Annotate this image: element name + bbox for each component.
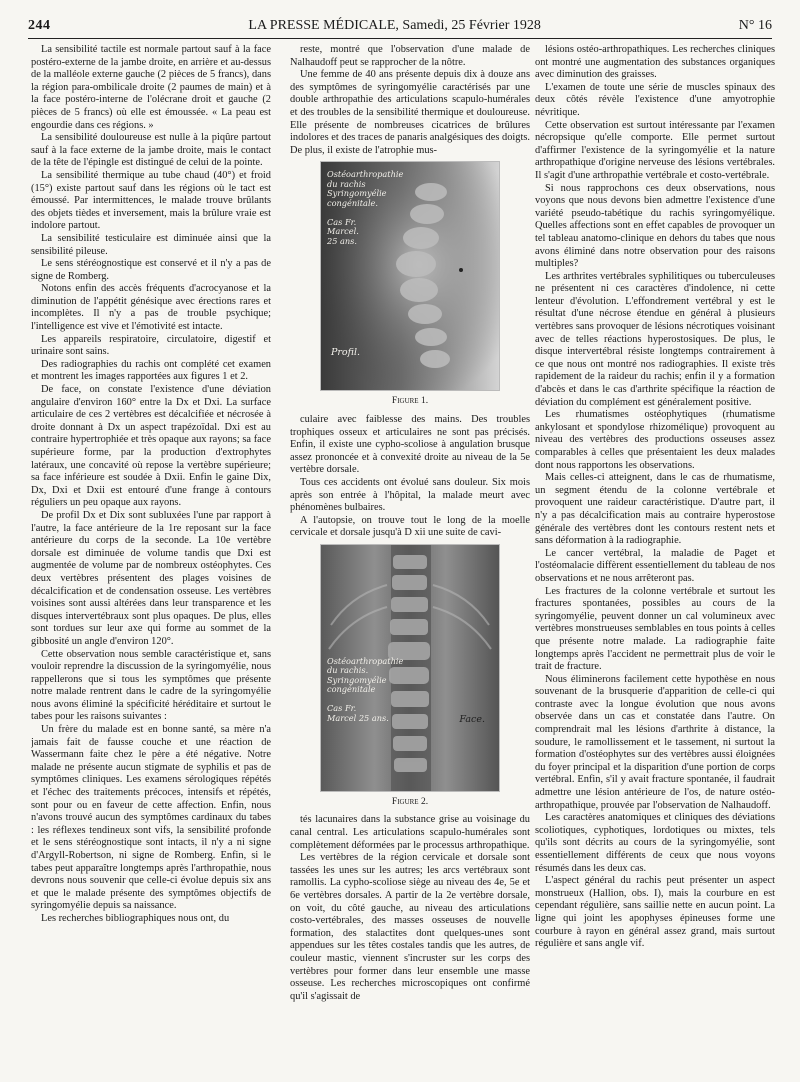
- paragraph: Les rhumatismes ostéophytiques (rhumatisme ankylosant et spondylose rhizomélique) provoquent au niveau des vertèbres des productions osseuses assez comparables à celles que présentaient les deux malades dont nous rapportons les observations.: [535, 409, 775, 471]
- paragraph: De face, on constate l'existence d'une déviation angulaire d'environ 160° entre la Dx et Dxi. La surface articulaire de ces 2 vertèbres est décalcifiée et nécrosée à droite donnant à Dx un aspect trapézoïdal. Dxi est au contraire hypertrophiée et très opaque aux rayons; sa face supérieure forme, par la production d'extrophytes latéraux, une concavité où repose la vertèbre supérieure; sa face inférieure est soudée à Dxii. Enfin le gaine Dix, Dx, Dxi et Dxii est entouré d'une frange à contours réguliers un peu opaque aux rayons.: [31, 384, 271, 509]
- paragraph: Le sens stéréognostique est conservé et il n'y a pas de signe de Romberg.: [31, 258, 271, 282]
- paragraph: La sensibilité testiculaire est diminuée ainsi que la sensibilité pileuse.: [31, 232, 271, 257]
- figure-2-annotation: Ostéoarthropathie du rachis. Syringomyélie congénitale Cas Fr. Marcel 25 ans.: [327, 655, 404, 723]
- paragraph: A l'autopsie, on trouve tout le long de la moelle cervicale et dorsale jusqu'à D xii une suite de cavi-: [290, 514, 530, 539]
- paragraph: Tous ces accidents ont évolué sans douleur. Six mois après son entrée à l'hôpital, la malade meurt avec phénomènes bulbaires.: [290, 476, 530, 514]
- paragraph: L'aspect général du rachis peut présenter un aspect monstrueux (Hallion, obs. I), mais la courbure en est cependant régulière, sans saillie nette en aucun point. La ligne qui joint les apophyses épineuses forme une courbure à rayon en général assez grand, mais surtout régulière et sans angle vif.: [535, 875, 775, 950]
- figure-1-annotation: Ostéoarthropathie du rachis Syringomyélie congénitale. Cas Fr. Marcel. 25 ans.: [327, 169, 404, 246]
- figure-2-view-label: Face.: [459, 713, 485, 725]
- figure-2-caption: Figure 2.: [391, 796, 429, 807]
- paragraph: Si nous rapprochons ces deux observations, nous voyons que nous devons bien admettre l'existence d'une variété pseudo-tabétique du rachis syringomyélique. Quelles affections sont en effet capables de provoquer un tel tableau anatomo-clinique en dehors du tabes que nous avons éliminé dans notre observation pour des raisons multiples?: [535, 182, 775, 270]
- paragraph: De profil Dx et Dix sont subluxées l'une par rapport à l'autre, la face antérieure de la 1re reposant sur la face antérieure du corps de la seconde. La 10e vertèbre dorsale est diminuée de volume tandis que Dxi est augmentée de volume par de nombreux ostéophytes. Ces deux vertèbres présentent des plages voisines de décalcification et de condensation osseuse. Les vertèbres voisines sont aussi altérées dans leur transparence et les disques intervertébraux sont plus opaques. De plus, elles sont tordues sur leur axe qui forme au sommet de la gibbosité un angle d'environ 120°.: [31, 509, 271, 647]
- paragraph: lésions ostéo-arthropathiques. Les recherches cliniques ont montré une augmentation des substances organiques avec diminution des graisses.: [535, 44, 775, 81]
- figure-1-view-label: Profil.: [331, 347, 361, 359]
- paragraph: Nous éliminerons facilement cette hypothèse en nous souvenant de la brusquerie d'apparition de celle-ci qui contraste avec la longue évolution que nous avons observée dans un cas et constatée dans l'autre. On comprendrait mal les lésions d'arthrite à distance, la soudure, le ramollissement et le tassement, ni surtout la formation d'ostéophytes sur des vertèbres aussi éloignées du foyer principal et la disparition d'une portion de corps vertébral. Enfin, s'il y avait fracture spontanée, il faudrait admettre une lésion antérieure de l'os, de nature ostéo-arthropathique, prouvée par l'observation de Nalhaudoff.: [535, 673, 775, 811]
- paragraph: La sensibilité tactile est normale partout sauf à la face postéro-externe de la jambe droite, en arrière et au-dessus de la malléole externe gauche (2 pièces de 5 francs), dans la région para-ombilicale droite (2 paumes de main) et à la face postéro-interne de l'olécrane droit et gauche (2 pièces de 5 francs) où elle est émoussée. « La peau est engourdie dans ces régions. »: [31, 44, 271, 131]
- page-header: [28, 14, 772, 39]
- figure-2-radiograph: [320, 544, 500, 792]
- journal-title: LA PRESSE MÉDICALE, Samedi, 25 Février 1928: [248, 18, 541, 33]
- paragraph: reste, montré que l'observation d'une malade de Nalhaudoff peut se rapprocher de la nôtre.: [290, 44, 530, 68]
- column-1: [31, 44, 271, 1074]
- issue-number: N° 16: [738, 18, 772, 33]
- paragraph: Notons enfin des accès fréquents d'acrocyanose et la diminution de l'appétit génésique avec érections rares et incomplètes. Il n'y a pas de trouble psychique; l'intelligence est vive et l'émotivité est intacte.: [31, 283, 271, 333]
- paragraph: Les recherches bibliographiques nous ont, du: [41, 912, 230, 924]
- paragraph: Une femme de 40 ans présente depuis dix à douze ans des symptômes de syringomyélie caractérisés par une double arthropathie des articulations scapulo-humérales et des troubles de la sensibilité thermique et douloureuse. Elle présente de nombreuses cicatrices de brûlures indolores et des traces de panaris analgésiques des doigts. De plus, il existe de l'atrophie mus-: [290, 69, 530, 156]
- paragraph: Un frère du malade est en bonne santé, sa mère n'a jamais fait de fausse couche et une réaction de Wassermann faite chez le père a été négative. Notre malade ne présente aucun stigmate de syphilis et pas de symptômes cliniques. Les examens sérologiques répétés et l'échec des traitements précoces, intensifs et répétés, sont pour ou en faveur de cette affection. Enfin, nous n'avons trouvé aucun des symptômes cardinaux du tabes : les réflexes tendineux sont vifs, la sensibilité profonde et le sens stéréognostique sont intacts, il n'y a ni signe d'Argyll-Robertson, ni signe de Romberg. Enfin, si le tabes peut apparaître longtemps après l'arthropathie, nous devrons nous souvenir que celle-ci évolue depuis six ans et que le malade présente des symptômes objectifs de syringomyélie depuis sa naissance.: [31, 724, 271, 912]
- paragraph: tés lacunaires dans la substance grise au voisinage du canal central. Les articulations scapulo-humérales sont complètement déformées par le processus arthropathique.: [290, 814, 530, 851]
- figure-1-radiograph: [320, 161, 500, 391]
- paragraph: Les arthrites vertébrales syphilitiques ou tuberculeuses ne présentent ni ces caractères d'indolence, ni cette lenteur d'évolution. L'effondrement vertébral y est le résultat d'une nécrose étendue en général à plusieurs vertèbres sans provoquer de lésions nécrotiques voisinant avec de telles réactions hyperostosiques. De plus, le disque intervertébral résiste longtemps contrairement à ce que nous ont montré nos radiographies. Il existe très rapidement de la raideur du rachis; enfin il y a formation d'abcès et dans le cas d'arthrite spécifique la réaction de déviation du complément est généralement positive.: [535, 270, 775, 408]
- paragraph: Des radiographies du rachis ont complété cet examen et montrent les images rapportées aux figures 1 et 2.: [31, 358, 271, 383]
- paragraph: L'examen de toute une série de muscles spinaux des deux côtés révèle l'existence d'une amyotrophie névritique.: [535, 81, 775, 118]
- paragraph: Les caractères anatomiques et cliniques des déviations scoliotiques, cyphotiques, lordotiques ou mixtes, tels qu'ils sont décrits au cours de la syringomyélie, sont essentiellement différents de ceux que nous voyons résumés dans les deux cas.: [535, 812, 775, 874]
- paragraph: Cette observation est surtout intéressante par l'examen nécropsique qu'elle comporte. Elle permet surtout d'affirmer l'existence de la syringomyélie et la nature arthropathique d'origine nerveuse des lésions vertébrales. Il s'agit d'une arthropathie vertébrale et costo-vertébrale.: [535, 119, 775, 181]
- column-2: [290, 44, 530, 1074]
- paragraph: Mais celles-ci atteignent, dans le cas de rhumatisme, un segment étendu de la colonne vertébrale et provoquent une raideur caractéristique. D'autre part, il n'y a pas décalcification mais au contraire hyperostose générale des vertèbres dont les contours restent nets et sans déformation à la radiographie.: [535, 472, 775, 547]
- paragraph: La sensibilité douloureuse est nulle à la piqûre partout sauf à la face externe de la jambe droite, mais le contact de la tête de l'épingle est distingué de celui de la pointe.: [31, 132, 271, 169]
- paragraph: Le cancer vertébral, la maladie de Paget et l'ostéomalacie diffèrent essentiellement du tableau de nos observations et ne nous arrêteront pas.: [535, 547, 775, 584]
- column-3: [535, 44, 775, 1074]
- paragraph: Les appareils respiratoire, circulatoire, digestif et urinaire sont sains.: [31, 333, 271, 358]
- paragraph: La sensibilité thermique au tube chaud (40°) et froid (15°) existe partout sauf dans les régions où le tact est émoussé. Par intermittences, le malade trouve brûlants des objets tièdes et inversement, mais la brûlure vraie est indolore partout.: [31, 169, 271, 232]
- paragraph: Cette observation nous semble caractéristique et, sans vouloir reprendre la discussion de la syringomyélie, nous rappellerons que si tous les symptômes que présente notre malade rentrent dans le cadre de la syringomyélie nous avons éliminé la spécificité héréditaire et surtout le tabes pour les raisons suivantes :: [31, 648, 271, 723]
- paragraph: culaire avec faiblesse des mains. Des troubles trophiques osseux et articulaires ne sont pas précisés. Enfin, il existe une cypho-scoliose à angulation brusque assez prononcée et à convexité droite au niveau de la 5e vertèbre dorsale.: [290, 413, 530, 476]
- paragraph: Les vertèbres de la région cervicale et dorsale sont tassées les unes sur les autres; les arcs vertébraux sont ramollis. La cypho-scoliose siège au niveau des 4e, 5e et 6e vertèbres dorsales. A partir de la 2e vertèbre dorsale, on voit, du côté gauche, au niveau des articulations costo-vertébrales, des masses osseuses de nouvelle formation, des stalactites dont quelques-unes sont appendues sur les têtes costales tandis que les autres, de couleur mastic, viennent s'incruster sur les corps des vertèbres pour former dans leur ensemble une masse osseuse. Les recherches microscopiques ont confirmé qu'il s'agissait de: [290, 852, 530, 1002]
- page-number: 244: [28, 18, 51, 33]
- paragraph: Les fractures de la colonne vertébrale et surtout les fractures spontanées, possibles au cours de la syringomyélie, peuvent donner un cal volumineux avec vertèbres monstrueuses semblables en tous points à celles que présente notre malade. La radiographie faite longtemps après l'accident ne permettrait plus de voir le trait de fracture.: [535, 585, 775, 673]
- figure-1-caption: Figure 1.: [391, 396, 429, 407]
